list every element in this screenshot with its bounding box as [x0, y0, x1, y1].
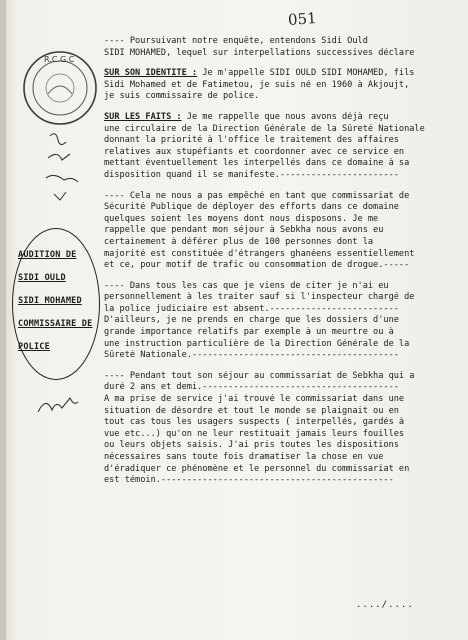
margin-label-line: SIDI MOHAMED [18, 296, 82, 306]
text-line: ---- Poursuivant notre enquête, entendons Sidi Ould [104, 36, 368, 46]
text-line: rappelle que pendant mon séjour à Sebkha nous avons eu [104, 225, 384, 236]
margin-label-line: POLICE [18, 342, 50, 352]
text-line: tout cas tous les usagers suspects ( interpellés, gardés à [104, 417, 405, 428]
text-line: Sûreté Nationale.---------------------------------------- [104, 350, 399, 361]
text-line: relatives aux stupéfiants et coordonner avec ce service en [104, 146, 405, 157]
section-heading: SUR LES FAITS : [104, 111, 182, 122]
text-line: et ce, pour motif de trafic ou consommation de drogue.----- [104, 260, 410, 271]
text-line: duré 2 ans et demi.-------------------------------------- [104, 382, 399, 393]
text-line: ---- Cela ne nous a pas empêché en tant que commissariat de [104, 190, 410, 201]
page-fold-shadow [0, 0, 6, 640]
text-line: la police judiciaire est absent.------------------------- [104, 303, 399, 314]
text-line: je suis commissaire de police. [104, 91, 260, 102]
text-line: D'ailleurs, je ne prends en charge que les dossiers d'une [104, 315, 399, 326]
text-line: situation de désordre et tout le monde se plaignait ou en [104, 405, 399, 416]
official-stamp-seal [20, 48, 100, 128]
text-line: nécessaires sans toute fois dramatiser la chose en vue [104, 452, 384, 462]
text-line: SIDI MOHAMED, lequel sur interpellations successives déclare [104, 47, 415, 58]
handwritten-annotation-icon [44, 128, 84, 218]
text-line: disposition quand il se manifeste.----------------------- [104, 169, 399, 180]
text-line: grande importance relatifs par exemple à un meurtre ou à [104, 327, 394, 338]
text-line: une instruction particulière de la Direction Générale de la [104, 338, 410, 349]
text-line: est témoin.--------------------------------------------- [104, 475, 394, 486]
text-line: personnellement à les traiter sauf si l'inspecteur chargé de [104, 292, 415, 303]
margin-label-line: COMMISSAIRE DE [18, 319, 93, 329]
text-line: donnant la priorité à l'office le traitement des affaires [104, 135, 399, 146]
handwritten-initials-icon [36, 390, 80, 420]
text-line: d'éradiquer ce phénomène et le personnel du commissariat en [104, 463, 410, 474]
text-line: certainement à déférer plus de 100 personnes dont la [104, 236, 374, 247]
text-line: quelques soient les moyens dont nous disposons. Je me [104, 213, 379, 224]
text-line: majorité est constituée d'étrangers ghanéens essentiellement [104, 248, 415, 259]
text-line: SUR SON IDENTITE : Je m'appelle SIDI OULD SIDI MOHAMED, fils [104, 68, 415, 79]
text-line: Sidi Mohamed et de Fatimetou, je suis né en 1960 à Akjoujt, [104, 79, 410, 90]
text-line: mettant éventuellement les interpellés dans ce domaine à sa [104, 158, 410, 169]
text-line: A ma prise de service j'ai trouvé le commissariat dans une [104, 394, 405, 405]
section-heading: SUR SON IDENTITE : [104, 68, 198, 79]
text-line: vue etc...) qu'on ne leur restituait jamais leurs fouilles [104, 428, 405, 439]
svg-text:R.C.G.C: R.C.G.C [44, 55, 75, 64]
text-line: SUR LES FAITS : Je me rappelle que nous avons déjà reçu [104, 111, 389, 122]
text-line: une circulaire de la Direction Générale de la Sûreté Nationale [104, 123, 425, 134]
handwritten-reference-number: 051 [287, 9, 318, 29]
margin-label-line: AUDITION DE [18, 250, 77, 260]
text-line: ---- Dans tous les cas que je viens de citer je n'ai eu [104, 280, 389, 291]
text-line: ou leurs objets saisis. J'ai pris toutes les dispositions [104, 440, 399, 451]
margin-label-line: SIDI OULD [18, 273, 66, 283]
text-line: Sécurité Publique de déployer des efforts dans ce domaine [104, 202, 399, 213]
text-line: ---- Pendant tout son séjour au commissariat de Sebkha qui a [104, 370, 415, 381]
statement-body [104, 36, 460, 487]
continuation-mark: ..../.... [356, 600, 414, 610]
